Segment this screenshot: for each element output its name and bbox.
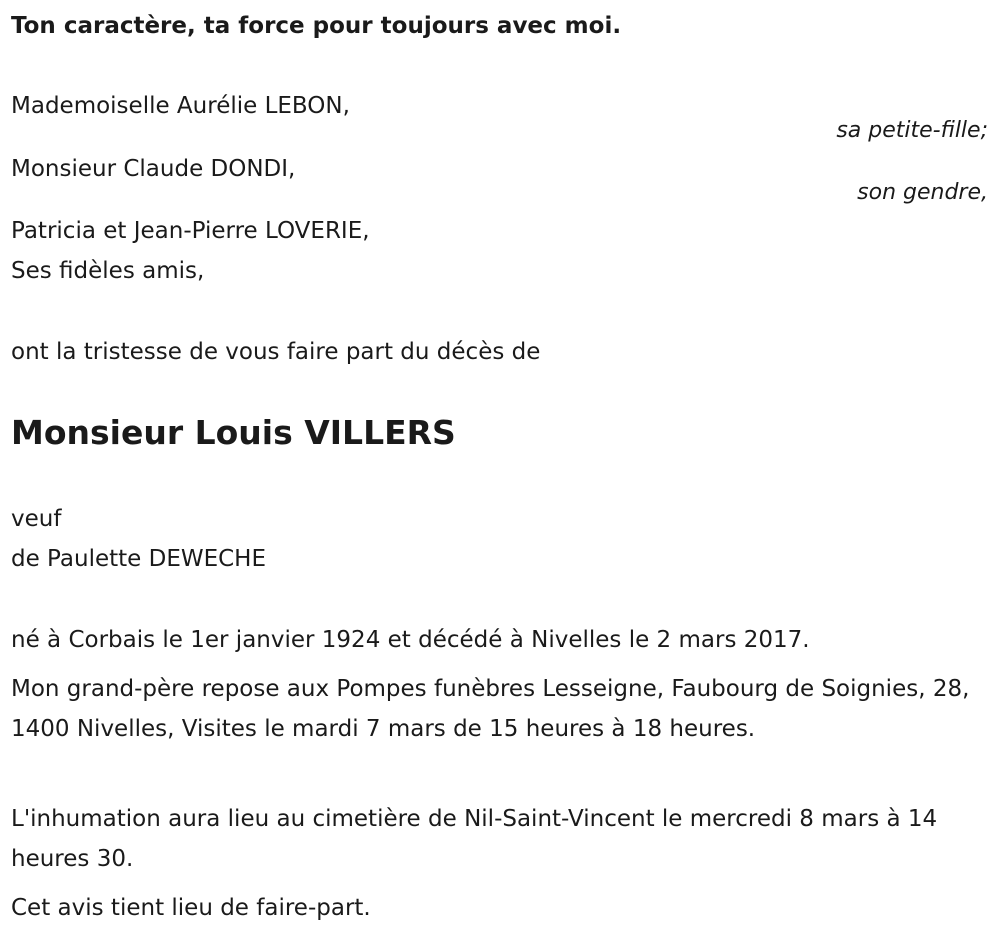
mourner-relation: son gendre, (857, 180, 988, 205)
announcement-text: ont la tristesse de vous faire part du décès de (11, 339, 541, 365)
visitation-paragraph: Mon grand-père repose aux Pompes funèbres Lesseigne, Faubourg de Soignies, 28, 1400 Nivelles, Visites le mardi 7 mars de 15 heures à 18 heures. (11, 676, 970, 742)
deceased-name: Monsieur Louis VILLERS (11, 413, 456, 452)
burial-paragraph: L'inhumation aura lieu au cimetière de Nil-Saint-Vincent le mercredi 8 mars à 14 heures 30. (11, 806, 938, 872)
epigraph: Ton caractère, ta force pour toujours avec moi. (11, 13, 622, 39)
status-line: veuf (11, 506, 62, 532)
status-line: de Paulette DEWECHE (11, 546, 267, 572)
birth-death-paragraph: né à Corbais le 1er janvier 1924 et décédé à Nivelles le 2 mars 2017. (11, 627, 810, 653)
mourner-name: Monsieur Claude DONDI, (11, 156, 296, 182)
mourner-name: Ses fidèles amis, (11, 258, 205, 284)
closing-paragraph: Cet avis tient lieu de faire-part. (11, 895, 371, 921)
mourner-relation: sa petite-fille; (836, 118, 988, 143)
mourner-name: Patricia et Jean-Pierre LOVERIE, (11, 218, 370, 244)
mourner-name: Mademoiselle Aurélie LEBON, (11, 93, 350, 119)
